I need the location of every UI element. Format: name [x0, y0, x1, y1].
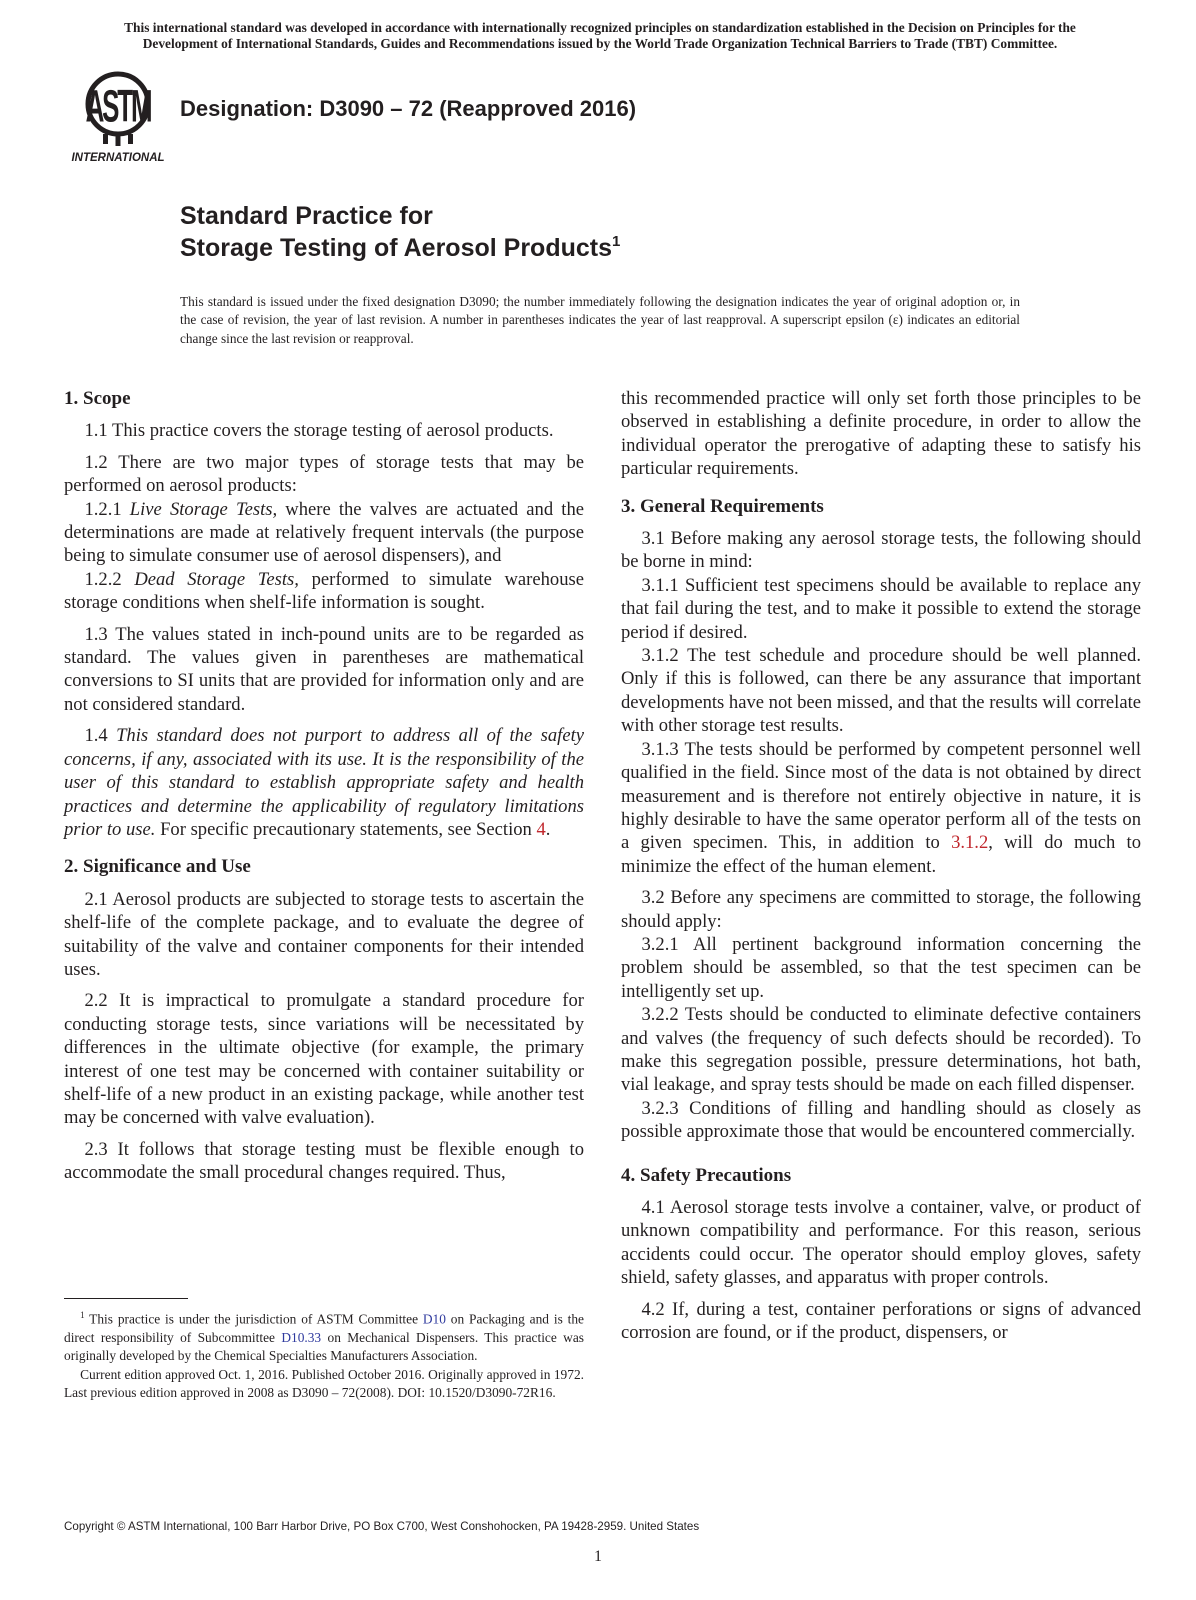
document-title [180, 200, 620, 264]
paragraph-3-1-2: 3.1.2 The test schedule and procedure should be well planned. Only if this is followed, can there be any assurance that important developments have not been missed, and that the results will correlate with other storage test results. [621, 645, 1141, 737]
para-number: 1.2.2 [84, 568, 135, 590]
astm-logo-graphic [66, 70, 170, 166]
section-3-1-2-link[interactable]: 3.1.2 [951, 832, 989, 854]
para-text: , will do much to minimize the effect of the human element. [621, 832, 1141, 877]
paragraph-2-3-continued: this recommended practice will only set forth those principles to be observed in establishing a definite procedure, in order to allow the individual operator the prerogative of adapting these to satisfy his particular requirements. [621, 388, 1141, 480]
paragraph-2-2: 2.2 It is impractical to promulgate a standard procedure for conducting storage tests, since variations will be necessitated by differences in the ultimate objective (for example, the primary interest of one test may be concerned with container suitability or shelf-life of a new product in an existing package, while another test may be concerned with valve evaluation). [64, 990, 584, 1129]
paragraph-2-1: 2.1 Aerosol products are subjected to storage tests to ascertain the shelf-life of the complete package, and to evaluate the degree of suitability of the valve and container components for their intended uses. [64, 888, 584, 980]
para-text: 3.1.3 The tests should be performed by competent personnel well qualified in the field. Since most of the data is not obtained by direct measurement and is therefore not entirely objective in nature, it is highly desirable to have the same operator perform all of the tests on a given specimen. This, in addition to [621, 738, 1141, 854]
term-live-storage: Live Storage Tests, [129, 498, 278, 520]
title-line-2-text: Storage Testing of Aerosol Products [180, 234, 612, 262]
para-text: performed to simulate warehouse storage conditions when shelf-life information is sought. [64, 568, 584, 614]
footnote-1 [64, 1306, 584, 1366]
paragraph-4-2: 4.2 If, during a test, container perforations or signs of advanced corrosion are found, or if the product, dispensers, or [621, 1298, 1141, 1344]
para-text: where the valves are actuated and the determinations are made at relatively frequent intervals (the purpose being to simulate consumer use of aerosol dispensers), and [64, 498, 584, 567]
para-text: For specific precautionary statements, see Section [155, 818, 537, 840]
wto-notice [60, 20, 1140, 52]
title-footnote-mark: 1 [612, 233, 621, 250]
paragraph-1-1: 1.1 This practice covers the storage testing of aerosol products. [84, 420, 554, 442]
footnote-text: on Mechanical Dispensers. This practice was originally developed by the Chemical Specialties Manufacturers Association. [64, 1329, 584, 1364]
wto-notice-line-2: Development of International Standards, Guides and Recommendations issued by the World Trade Organization Technical Barriers to Trade (TBT) Committee. [142, 36, 1058, 51]
section-heading-general-requirements: 3. General Requirements [621, 495, 824, 517]
para-number: 1.2.1 [84, 498, 130, 520]
issuance-statement: This standard is issued under the fixed designation D3090; the number immediately following the designation indicates the year of original adoption or, in the case of revision, the year of last revision. A number in parentheses indicates the year of last reapproval. A superscript epsilon (ε) indicates an editorial change since the last revision or reapproval. [180, 294, 1020, 346]
para-end: . [545, 818, 551, 840]
right-column [621, 387, 1141, 1344]
section-4-link[interactable]: 4 [536, 818, 546, 840]
footnote-text: on Packaging and is the direct responsibility of Subcommittee [64, 1311, 584, 1345]
astm-logo [66, 70, 170, 166]
footnotes [64, 1306, 584, 1403]
para-number: 1.4 [84, 725, 117, 747]
paragraph-1-3: 1.3 The values stated in inch-pound units are to be regarded as standard. The values given in parentheses are mathematical conversions to SI units that are provided for information only and are not considered standard. [64, 623, 584, 715]
paragraph-3-1-3 [621, 738, 1141, 878]
section-heading-significance: 2. Significance and Use [64, 856, 251, 878]
paragraph-3-2: 3.2 Before any specimens are committed to storage, the following should apply: [621, 887, 1141, 932]
logo-international-text: INTERNATIONAL [71, 152, 165, 164]
paragraph-1-2-1 [64, 498, 584, 568]
footnote-text: This practice is under the jurisdiction of ASTM Committee [84, 1311, 423, 1327]
paragraph-1-2: 1.2 There are two major types of storage tests that may be performed on aerosol products: [64, 451, 584, 497]
paragraph-2-3: 2.3 It follows that storage testing must be flexible enough to accommodate the small procedural changes required. Thus, [64, 1138, 584, 1184]
logo-letters: ASTM [85, 81, 151, 132]
page-number: 1 [594, 1548, 602, 1565]
paragraph-3-2-3: 3.2.3 Conditions of filling and handling should as closely as possible approximate those that would be encountered commercially. [621, 1097, 1141, 1143]
footnote-edition: Current edition approved Oct. 1, 2016. Published October 2016. Originally approved in 1972. Last previous edition approved in 2008 as D3090 – 72(2008). DOI: 10.1520/D3090-72R16. [64, 1366, 584, 1401]
committee-d10-link[interactable]: D10 [422, 1311, 446, 1327]
footnote-mark: 1 [80, 1310, 85, 1320]
footnote-divider [64, 1298, 188, 1299]
paragraph-1-4 [64, 724, 584, 841]
term-dead-storage: Dead Storage Tests, [134, 568, 299, 590]
left-column [64, 387, 584, 1185]
copyright-line: Copyright © ASTM International, 100 Barr Harbor Drive, PO Box C700, West Conshohocken, PA 19428-2959. United States [64, 1520, 700, 1533]
section-heading-scope: 1. Scope [64, 388, 131, 409]
title-line-1: Standard Practice for [180, 202, 433, 230]
safety-caveat: This standard does not purport to address all of the safety concerns, if any, associated with its use. It is the responsibility of the user of this standard to establish appropriate safety and health practices and determine the applicability of regulatory limitations prior to use. [64, 725, 584, 840]
paragraph-3-2-2: 3.2.2 Tests should be conducted to eliminate defective containers and valves (the frequency of such defects should be recorded). To make this segregation possible, pressure determinations, hot bath, vial leakage, and spray tests should be made on each filled dispenser. [621, 1004, 1141, 1096]
paragraph-3-1: 3.1 Before making any aerosol storage tests, the following should be borne in mind: [621, 528, 1141, 573]
paragraph-4-1: 4.1 Aerosol storage tests involve a container, valve, or product of unknown compatibility and performance. For this reason, serious accidents could occur. The operator should employ gloves, safety shield, safety glasses, and apparatus with proper controls. [621, 1197, 1141, 1289]
title-line-2 [180, 232, 620, 264]
paragraph-3-2-1: 3.2.1 All pertinent background information concerning the problem should be assembled, so that the test specimen can be intelligently set up. [621, 933, 1141, 1002]
paragraph-3-1-1: 3.1.1 Sufficient test specimens should be available to replace any that fail during the test, and to make it possible to extend the storage period if desired. [621, 574, 1141, 643]
paragraph-1-2-2 [64, 568, 584, 615]
subcommittee-d10-33-link[interactable]: D10.33 [281, 1329, 322, 1345]
section-heading-safety: 4. Safety Precautions [621, 1164, 792, 1186]
designation: Designation: D3090 – 72 (Reapproved 2016) [180, 96, 637, 121]
wto-notice-line-1: This international standard was developed in accordance with internationally recognized principles on standardization established in the Decision on Principles for the [124, 20, 1076, 35]
